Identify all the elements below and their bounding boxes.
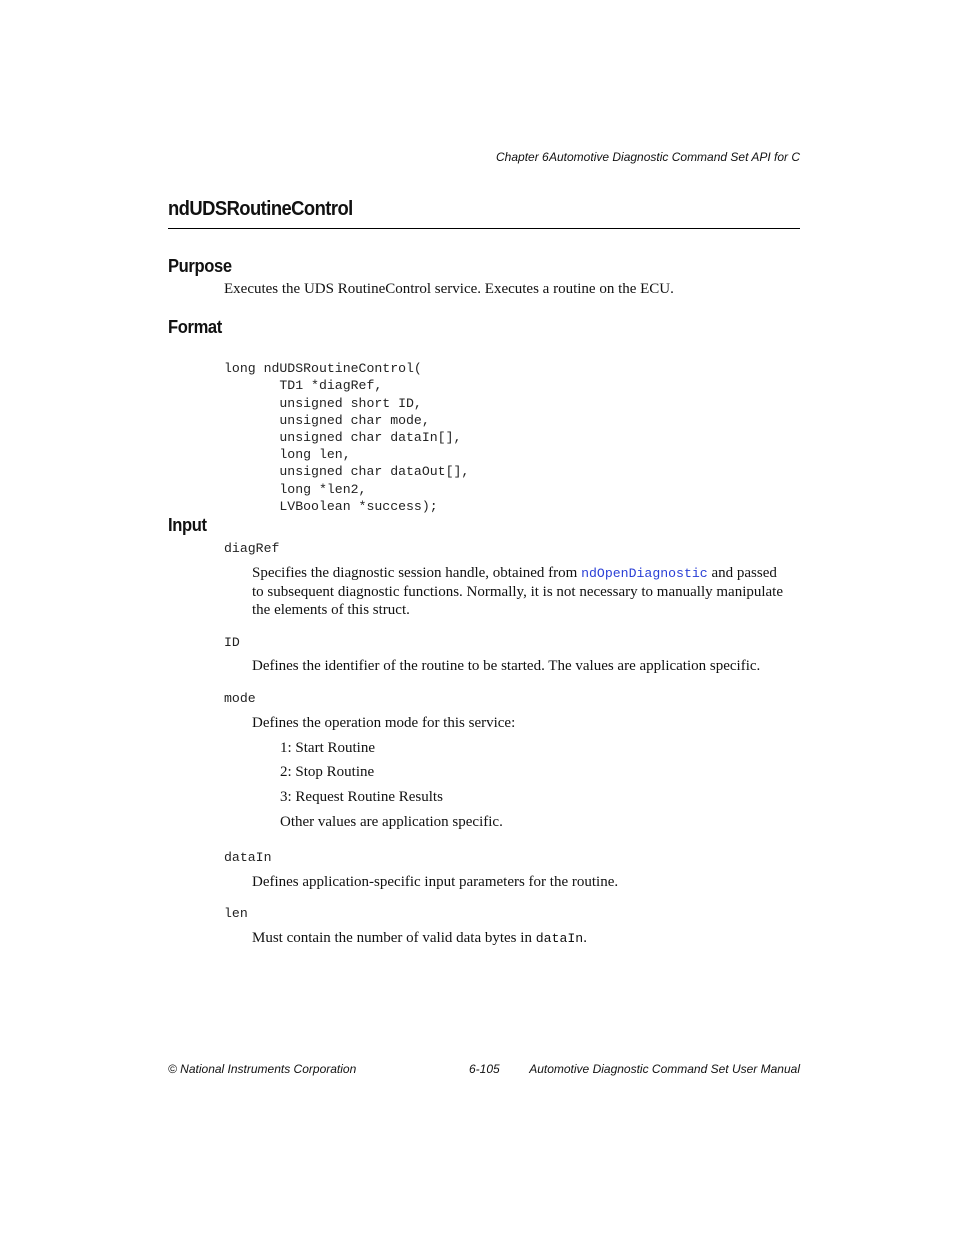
mode-option: 2: Stop Routine xyxy=(280,764,375,780)
param-len-name: len xyxy=(224,906,248,921)
mode-option: 1: Start Routine xyxy=(280,740,375,756)
header-chapter: Chapter 6 xyxy=(496,150,549,164)
param-id-name: ID xyxy=(224,635,240,650)
mode-option: 3: Request Routine Results xyxy=(280,789,443,805)
mode-other: Other values are application specific. xyxy=(280,814,503,830)
param-diagref-desc-line1 xyxy=(252,564,777,584)
ndopendiagnostic-link[interactable]: ndOpenDiagnostic xyxy=(581,566,708,581)
code-line: unsigned char mode, xyxy=(224,412,430,428)
desc-text: and passed xyxy=(707,565,777,581)
purpose-text: Executes the UDS RoutineControl service. Executes a routine on the ECU. xyxy=(224,281,674,297)
param-id-desc: Defines the identifier of the routine to be started. The values are application specific. xyxy=(252,658,761,674)
param-diagref-desc-line2: to subsequent diagnostic functions. Normally, it is not necessary to manually manipulate xyxy=(252,584,784,600)
param-mode-name: mode xyxy=(224,691,256,706)
input-heading: Input xyxy=(168,515,207,535)
code-line: LVBoolean *success); xyxy=(224,498,438,514)
footer-page-number: 6-105 xyxy=(469,1062,500,1076)
param-datain-name: dataIn xyxy=(224,850,272,865)
param-diagref-desc-line3: the elements of this struct. xyxy=(252,602,410,618)
code-line: unsigned char dataIn[], xyxy=(224,430,462,446)
header-title: Automotive Diagnostic Command Set API for C xyxy=(549,150,800,164)
code-line: long ndUDSRoutineControl( xyxy=(224,361,422,377)
desc-text: Specifies the diagnostic session handle, obtained from xyxy=(252,565,582,581)
code-line: unsigned short ID, xyxy=(224,395,422,411)
code-line: long len, xyxy=(224,447,351,463)
param-diagref-name: diagRef xyxy=(224,541,280,556)
code-line: long *len2, xyxy=(224,481,367,497)
desc-text: Must contain the number of valid data bytes in xyxy=(252,930,536,946)
param-datain-desc: Defines application-specific input parameters for the routine. xyxy=(252,874,619,890)
param-len-desc xyxy=(252,929,587,949)
footer-manual-title: Automotive Diagnostic Command Set User Manual xyxy=(529,1062,800,1076)
code-line: unsigned char dataOut[], xyxy=(224,464,470,480)
desc-text: . xyxy=(583,930,587,946)
page-title: ndUDSRoutineControl xyxy=(168,198,353,220)
param-mode-desc: Defines the operation mode for this service: xyxy=(252,715,516,731)
format-heading: Format xyxy=(168,317,222,337)
inline-code: dataIn xyxy=(535,931,584,946)
title-rule xyxy=(168,228,800,229)
format-code-block xyxy=(224,343,469,532)
purpose-heading: Purpose xyxy=(168,256,232,276)
footer-copyright: © National Instruments Corporation xyxy=(168,1062,357,1076)
code-line: TD1 *diagRef, xyxy=(224,378,383,394)
